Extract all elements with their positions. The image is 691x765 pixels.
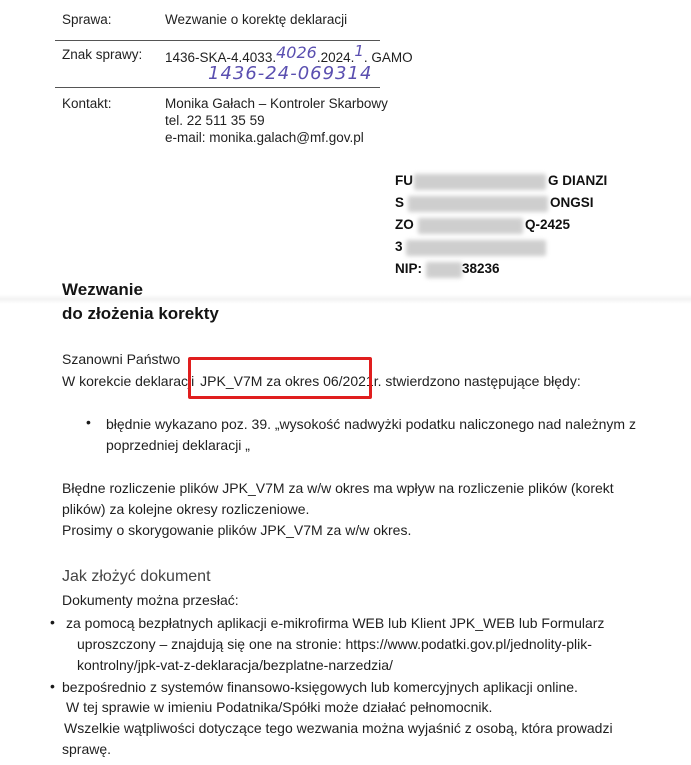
recipient-line-3-end: Q-2425: [525, 217, 571, 232]
section-line-b: Wszelkie wątpliwości dotyczące tego wezwania można wyjaśnić z osobą, która prowadzi: [64, 720, 613, 736]
znak-prefix: 1436-SKA-4.4033.: [165, 50, 277, 65]
kontakt-label: Kontakt:: [62, 96, 112, 111]
recipient-nip-tail: 38236: [462, 261, 500, 276]
header-divider-1: [55, 40, 380, 41]
intro-after: r. stwierdzono następujące błędy:: [373, 373, 581, 389]
recipient-line-1-end: G DIANZI: [548, 173, 608, 188]
bullet-dot-icon: •: [86, 414, 91, 430]
sprawa-label: Sprawa:: [62, 12, 112, 27]
znak-handwritten-line: 1436-24-069314: [208, 63, 373, 84]
znak-handwritten-number: 4026: [276, 43, 317, 62]
redaction-block: [414, 174, 546, 190]
section-bullet-1-line-1: za pomocą bezpłatnych aplikacji e-mikrofirma WEB lub Klient JPK_WEB lub Formularz: [66, 615, 605, 631]
para1-line-2: plików) za kolejne okresy rozliczeniowe.: [62, 501, 310, 517]
znak-mid: .2024.: [316, 50, 355, 65]
error-bullet-line-1: błędnie wykazano poz. 39. „wysokość nadwyżki podatku naliczonego nad należnym z: [106, 416, 636, 432]
intro-before: W korekcie deklaracji: [62, 373, 195, 389]
recipient-line-4-start: 3: [395, 239, 403, 254]
redaction-block: [406, 240, 546, 256]
section-line-c: sprawę.: [62, 741, 112, 757]
document-title-line-2: do złożenia korekty: [62, 304, 219, 323]
recipient-line-3-start: ZO: [395, 217, 414, 232]
znak-label: Znak sprawy:: [62, 47, 143, 62]
section-intro: Dokumenty można przesłać:: [62, 592, 239, 608]
kontakt-email: e-mail: monika.galach@mf.gov.pl: [165, 130, 364, 145]
intro-highlight: JPK_V7M za okres 06/2021: [200, 373, 374, 389]
sprawa-value: Wezwanie o korektę deklaracji: [165, 12, 348, 27]
section-heading: Jak złożyć dokument: [62, 568, 211, 585]
kontakt-tel: tel. 22 511 35 59: [165, 113, 265, 128]
znak-handwritten-seq: 1: [354, 42, 364, 60]
para1-line-1: Błędne rozliczenie plików JPK_V7M za w/w okres ma wpływ na rozliczenie plików (korekt: [62, 480, 614, 496]
recipient-line-2-end: ONGSI: [550, 195, 594, 210]
znak-suffix: . GAMO: [363, 50, 413, 65]
para1-line-3: Prosimy o skorygowanie plików JPK_V7M za w/w okres.: [62, 522, 412, 538]
error-highlight-box: [188, 357, 372, 399]
redaction-block: [426, 262, 462, 278]
recipient-line-1-start: FU: [395, 173, 413, 188]
redaction-block: [408, 196, 548, 212]
section-bullet-2: bezpośrednio z systemów finansowo-księgowych lub komercyjnych aplikacji online.: [62, 679, 578, 695]
header-divider-2: [55, 87, 380, 88]
redaction-block: [418, 218, 523, 234]
greeting: Szanowni Państwo: [62, 351, 181, 367]
error-bullet-line-2: poprzedniej deklaracji „: [106, 437, 250, 453]
recipient-line-2-start: S: [395, 195, 405, 210]
kontakt-name: Monika Gałach – Kontroler Skarbowy: [165, 96, 388, 111]
bullet-dot-icon: •: [50, 614, 55, 630]
section-line-a: W tej sprawie w imieniu Podatnika/Spółki może działać pełnomocnik.: [66, 699, 493, 715]
section-bullet-1-line-3: kontrolny/jpk-vat-z-deklaracja/bezplatne-narzedzia/: [77, 657, 393, 673]
recipient-nip-label: NIP:: [395, 261, 422, 276]
section-bullet-1-line-2: uproszczony – znajdują się one na stronie: https://www.podatki.gov.pl/jednolity-plik-: [77, 636, 592, 652]
document-title-line-1: Wezwanie: [62, 280, 143, 299]
bullet-dot-icon: •: [50, 678, 55, 694]
